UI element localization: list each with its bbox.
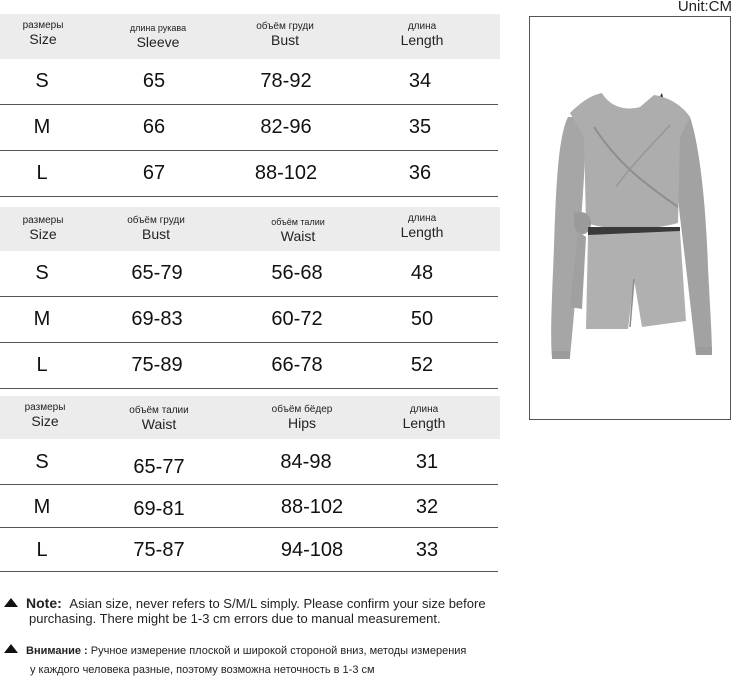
header-bust (106, 215, 206, 242)
cell-size: S (35, 451, 49, 473)
header-sleeve-en: Sleeve (136, 34, 180, 50)
cell-bust: 65-79 (131, 262, 183, 284)
cell-hips: 94-108 (280, 539, 344, 561)
header-waist (106, 405, 212, 432)
note-line: у каждого человека разные, поэтому возможна неточность в 1-3 см (30, 664, 375, 676)
header-size-en: Size (29, 31, 57, 47)
header-size (20, 20, 66, 47)
cell-length: 31 (415, 451, 439, 473)
header-size-ru: размеры (22, 215, 64, 226)
cell-bust: 69-83 (131, 308, 183, 330)
cell-sleeve: 65 (142, 70, 166, 92)
cell-size: M (33, 116, 51, 138)
header-sleeve (110, 23, 206, 50)
header-length-en: Length (400, 224, 444, 240)
cell-bust: 78-92 (260, 70, 312, 92)
table-row (0, 297, 498, 343)
table-header (0, 396, 500, 439)
unit-label: Unit:CM (677, 0, 732, 15)
cell-size: S (35, 70, 49, 92)
cell-length: 35 (408, 116, 432, 138)
cell-waist: 66-78 (271, 354, 323, 376)
garment-illustration (530, 17, 730, 419)
header-hips-ru: объём бёдер (271, 404, 333, 415)
cell-bust: 88-102 (254, 162, 318, 184)
note-line: Ручное измерение плоской и широкой стороной вниз, методы измерения (90, 645, 467, 657)
header-length (382, 21, 462, 48)
header-bust-en: Bust (141, 226, 170, 242)
cell-size: L (36, 539, 48, 561)
table-row (0, 528, 498, 572)
header-size-ru: размеры (24, 402, 66, 413)
table-row (0, 59, 498, 105)
header-hips-en: Hips (287, 415, 316, 431)
cell-waist: 75-87 (133, 539, 185, 561)
warning-triangle-icon (4, 598, 18, 607)
header-waist-ru: объём талии (129, 405, 189, 416)
table-row (0, 440, 498, 485)
table-row (0, 151, 498, 197)
note-label: Внимание : (26, 645, 88, 657)
cell-bust: 82-96 (260, 116, 312, 138)
header-waist-en: Waist (141, 416, 177, 432)
cell-length: 32 (415, 496, 439, 518)
header-length-ru: длина (407, 21, 437, 32)
cell-size: S (35, 262, 49, 284)
table-row (0, 485, 498, 528)
header-sleeve-ru: длина рукава (129, 23, 187, 33)
header-waist (248, 217, 348, 244)
note-line: Asian size, never refers to S/M/L simply. Please confirm your size before (69, 596, 486, 611)
cell-sleeve: 66 (142, 116, 166, 138)
header-bust-ru: объём груди (127, 215, 185, 226)
header-waist-ru: объём талии (271, 217, 325, 227)
cell-sleeve: 67 (142, 162, 166, 184)
cell-length: 34 (408, 70, 432, 92)
table-row (0, 251, 498, 297)
note-russian (4, 642, 524, 680)
cell-size: M (33, 308, 51, 330)
table-row (0, 343, 498, 389)
cell-waist: 65-77 (133, 456, 185, 478)
header-length-ru: длина (409, 404, 439, 415)
cell-hips: 88-102 (280, 496, 344, 518)
header-bust-en: Bust (270, 32, 299, 48)
note-label: Note: (26, 595, 62, 611)
cell-length: 48 (410, 262, 434, 284)
header-length-en: Length (400, 32, 444, 48)
header-length-en: Length (402, 415, 446, 431)
table-header (0, 207, 500, 251)
cell-size: L (36, 354, 48, 376)
cell-hips: 84-98 (280, 451, 332, 473)
cell-size: M (33, 496, 51, 518)
cell-length: 33 (415, 539, 439, 561)
cell-length: 36 (408, 162, 432, 184)
cell-size: L (36, 162, 48, 184)
warning-triangle-icon (4, 644, 18, 653)
header-size-ru: размеры (22, 20, 64, 31)
table-header (0, 14, 500, 59)
header-size (20, 402, 70, 429)
cell-bust: 75-89 (131, 354, 183, 376)
cell-waist: 60-72 (271, 308, 323, 330)
header-bust (237, 21, 333, 48)
header-size (20, 215, 66, 242)
header-size-en: Size (29, 226, 57, 242)
header-length (382, 213, 462, 240)
header-size-en: Size (31, 413, 59, 429)
header-waist-en: Waist (280, 228, 316, 244)
cell-waist: 69-81 (133, 498, 185, 520)
header-hips (252, 404, 352, 431)
cell-waist: 56-68 (271, 262, 323, 284)
cell-length: 50 (410, 308, 434, 330)
header-length-ru: длина (407, 213, 437, 224)
note-line: purchasing. There might be 1-3 cm errors due to manual measurement. (29, 611, 441, 626)
header-bust-ru: объём груди (256, 21, 314, 32)
product-image (529, 16, 731, 420)
cell-length: 52 (410, 354, 434, 376)
note-english (4, 596, 524, 626)
table-row (0, 105, 498, 151)
header-length (384, 404, 464, 431)
